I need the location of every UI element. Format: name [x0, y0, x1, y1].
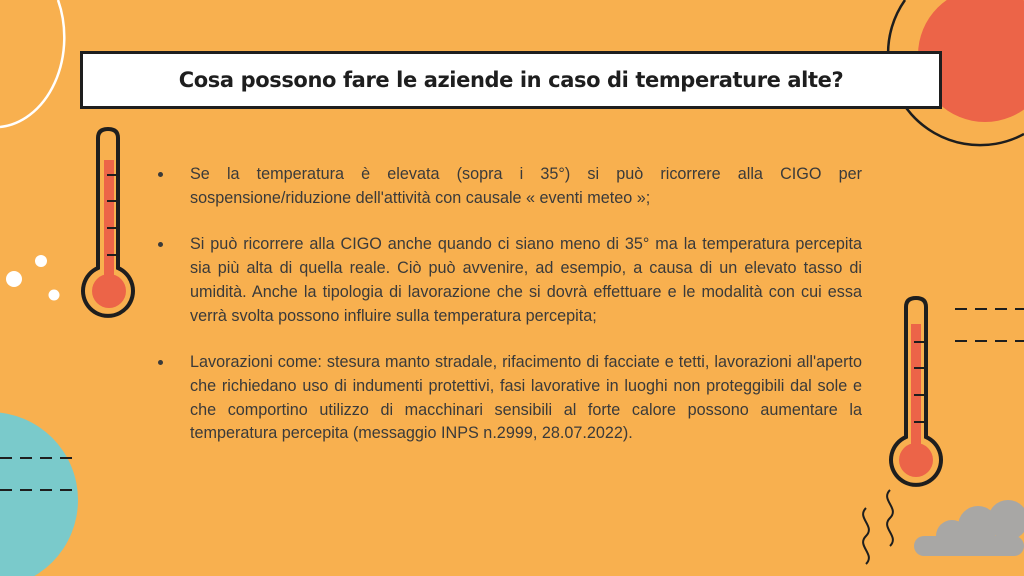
- title-box: [80, 51, 942, 109]
- bullet-item: Si può ricorrere alla CIGO anche quando ci siano meno di 35° ma la temperatura percepita sia più alta di quella reale. Ciò può avvenire, ad esempio, a causa di un elevato tasso di umidità. Anche la tipologia di lavorazione che si dovrà effettuare e le modalità con cui essa verrà svolta possono influire sulla temperatura percepita;: [156, 233, 862, 328]
- thermometer-icon: [83, 129, 133, 316]
- teal-circle-decoration: [0, 412, 78, 576]
- bullet-item: Se la temperatura è elevata (sopra i 35°) si può ricorrere alla CIGO per sospensione/riduzione dell'attività con causale « eventi meteo »;: [156, 163, 862, 210]
- bullet-item: Lavorazioni come: stesura manto stradale, rifacimento di facciate e tetti, lavorazioni all'aperto che richiedano uso di indumenti protettivi, fasi lavorative in luoghi non proteggibili dal sole e che comportino utilizzo di macchinari sensibili al forte calore possono aumentare la temperatura percepita (messaggio INPS n.2999, 28.07.2022).: [156, 351, 862, 446]
- slide-title: Cosa possono fare le aziende in caso di temperature alte?: [178, 68, 844, 92]
- right-dashed-lines: [955, 309, 1024, 341]
- cloud-icon: [914, 500, 1024, 556]
- bullet-list: [156, 163, 862, 469]
- white-arc-decoration: [0, 0, 64, 127]
- thermometer-icon: [891, 298, 941, 485]
- dots-decoration: [6, 255, 60, 301]
- heat-wave-icon: [863, 490, 893, 564]
